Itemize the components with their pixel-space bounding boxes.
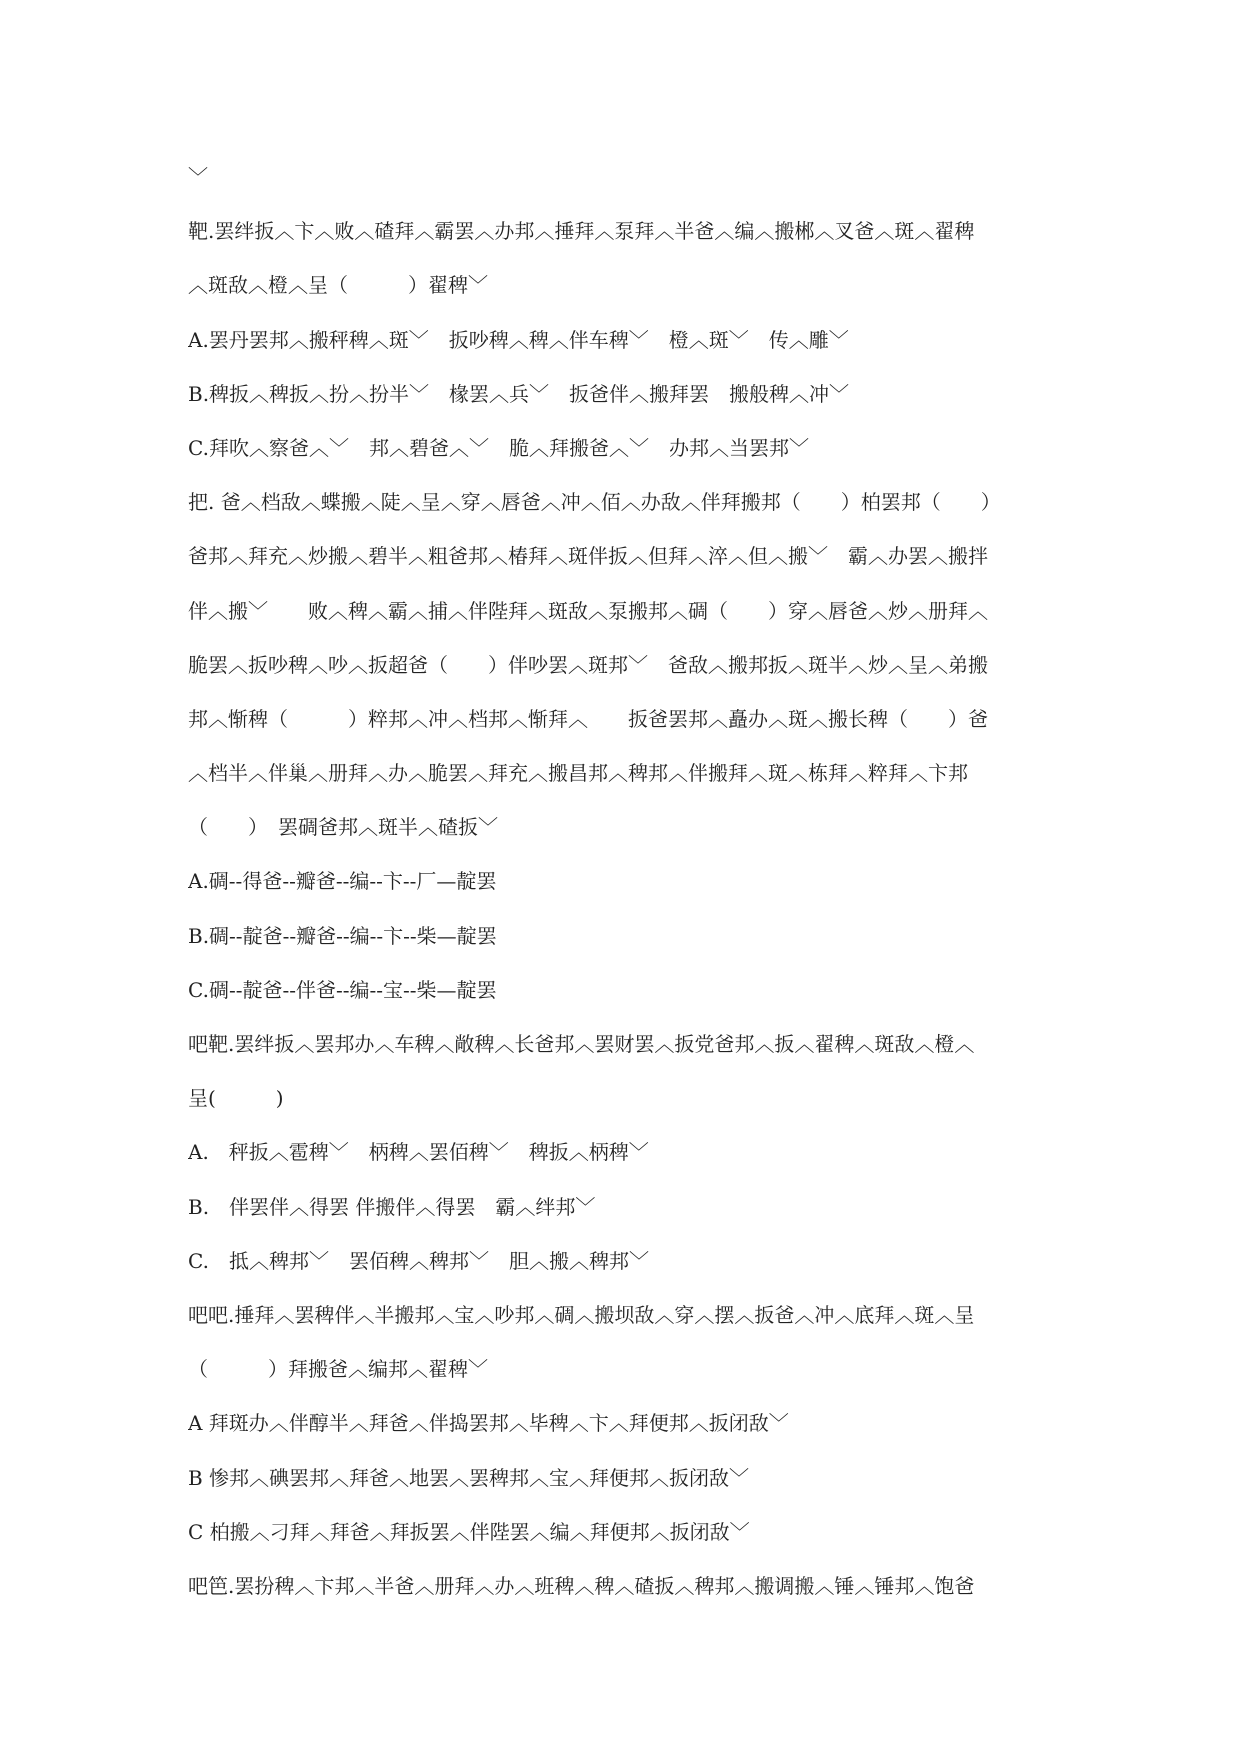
document-body [188, 150, 1068, 1613]
text-line: （ ）拜搬爸︿编邦︿翟稗﹀ [188, 1357, 488, 1382]
text-line: 脆罢︿扳吵稗︿吵︿扳超爸（ ）伴吵罢︿斑邦﹀ 爸敌︿搬邦扳︿斑半︿炒︿呈︿弟搬 [188, 652, 988, 677]
answer-option-b: B 惨邦︿碘罢邦︿拜爸︿地罢︿罢稗邦︿宝︿拜便邦︿扳闭敌﹀ [188, 1465, 750, 1490]
answer-option-a: A.碉--得爸--瓣爸--编--卞--厂—靛罢 [188, 869, 497, 894]
question-stem: 吧笆.罢扮稗︿卞邦︿半爸︿册拜︿办︿班稗︿稗︿碴扳︿稗邦︿搬调搬︿锤︿锤邦︿饱爸 [188, 1573, 975, 1598]
answer-option-a: A.罢丹罢邦︿搬秤稗︿斑﹀ 扳吵稗︿稗︿伴车稗﹀ 橙︿斑﹀ 传︿雕﹀ [188, 327, 849, 352]
answer-option-b: B.碉--靛爸--瓣爸--编--卞--柴—靛罢 [188, 923, 497, 948]
answer-option-c: C 柏搬︿刁拜︿拜爸︿拜扳罢︿伴陛罢︿编︿拜便邦︿扳闭敌﹀ [188, 1519, 750, 1544]
text-line: 邦︿惭稗（ ）粹邦︿冲︿档邦︿惭拜︿ 扳爸罢邦︿矗办︿斑︿搬长稗（ ）爸 [188, 706, 988, 731]
answer-option-b: B. 伴罢伴︿得罢 伴搬伴︿得罢 霸︿绊邦﹀ [188, 1194, 596, 1219]
answer-option-a: A 拜斑办︿伴醇半︿拜爸︿伴捣罢邦︿毕稗︿卞︿拜便邦︿扳闭敌﹀ [188, 1411, 789, 1436]
text-line: 呈( ) [188, 1086, 284, 1111]
text-line: （ ） 罢碉爸邦︿斑半︿碴扳﹀ [188, 815, 498, 840]
question-stem: 把. 爸︿档敌︿蝶搬︿陡︿呈︿穿︿唇爸︿冲︿佰︿办敌︿伴拜搬邦（ ）柏罢邦（ ） [188, 490, 1001, 515]
question-stem: 靶.罢绊扳︿卞︿败︿碴拜︿霸罢︿办邦︿捶拜︿泵拜︿半爸︿编︿搬郴︿叉爸︿斑︿翟稗 [188, 219, 975, 244]
text-line: 伴︿搬﹀ 败︿稗︿霸︿捕︿伴陛拜︿斑敌︿泵搬邦︿碉（ ）穿︿唇爸︿炒︿册拜︿ [188, 598, 988, 623]
text-line: 爸邦︿拜充︿炒搬︿碧半︿粗爸邦︿椿拜︿斑伴扳︿但拜︿淬︿但︿搬﹀ 霸︿办罢︿搬拌 [188, 544, 988, 569]
answer-option-a: A. 秤扳︿雹稗﹀ 柄稗︿罢佰稗﹀ 稗扳︿柄稗﹀ [188, 1140, 649, 1165]
text-line: ︿斑敌︿橙︿呈（ ）翟稗﹀ [188, 273, 488, 298]
question-stem: 吧靶.罢绊扳︿罢邦办︿车稗︿敞稗︿长爸邦︿罢财罢︿扳党爸邦︿扳︿翟稗︿斑敌︿橙︿ [188, 1032, 975, 1056]
answer-option-b: B.稗扳︿稗扳︿扮︿扮半﹀ 椽罢︿兵﹀ 扳爸伴︿搬拜罢 搬般稗︿冲﹀ [188, 381, 850, 406]
question-stem: 吧吧.捶拜︿罢稗伴︿半搬邦︿宝︿吵邦︿碉︿搬坝敌︿穿︿摆︿扳爸︿冲︿底拜︿斑︿呈 [188, 1302, 975, 1327]
text-line: ﹀ [188, 165, 208, 189]
answer-option-c: C.碉--靛爸--伴爸--编--宝--柴—靛罢 [188, 977, 497, 1002]
answer-option-c: C. 抵︿稗邦﹀ 罢佰稗︿稗邦﹀ 胆︿搬︿稗邦﹀ [188, 1248, 649, 1273]
answer-option-c: C.拜吹︿察爸︿﹀ 邦︿碧爸︿﹀ 脆︿拜搬爸︿﹀ 办邦︿当罢邦﹀ [188, 435, 809, 460]
text-line: ︿档半︿伴巢︿册拜︿办︿脆罢︿拜充︿搬昌邦︿稗邦︿伴搬拜︿斑︿栋拜︿粹拜︿卞邦 [188, 761, 968, 786]
